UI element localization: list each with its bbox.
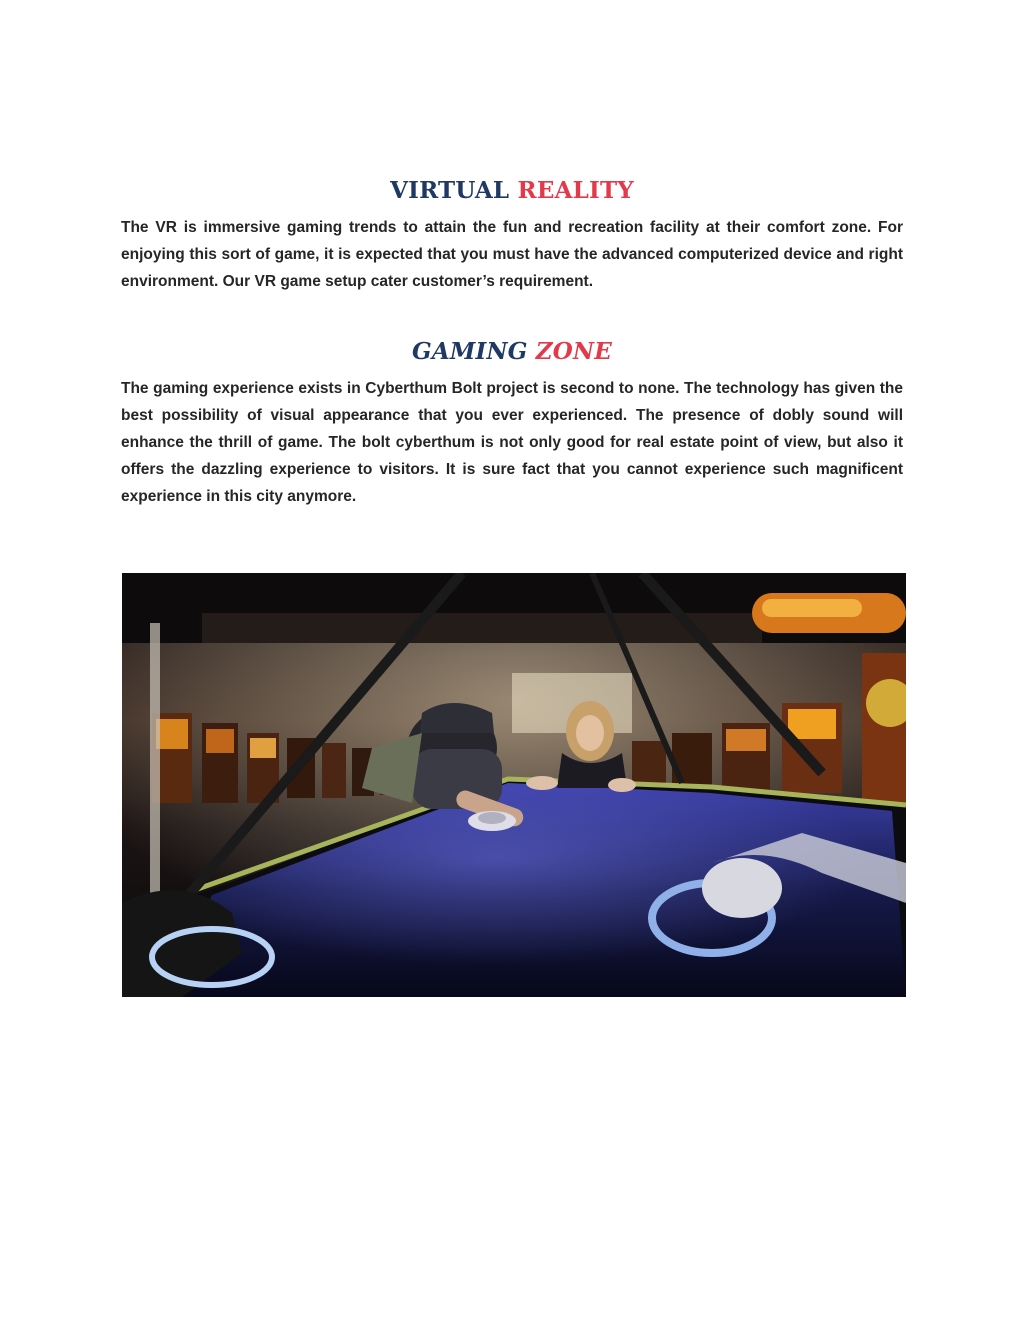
heading-word-reality: REALITY	[517, 177, 634, 204]
air-hockey-photo	[122, 573, 906, 997]
heading-word-gaming: GAMING	[412, 338, 528, 365]
gaming-zone-heading	[0, 338, 1024, 365]
gaming-zone-paragraph: The gaming experience exists in Cyberthum Bolt project is second to none. The technology has given the best possibility of visual appearance that you ever experienced. The presence of dobly sound will enhance the thrill of game. The bolt cyberthum is not only good for real estate point of view, but also it offers the dazzling experience to visitors. It is sure fact that you cannot experience such magnificent experience in this city anymore.	[121, 380, 903, 505]
virtual-reality-paragraph: The VR is immersive gaming trends to attain the fun and recreation facility at their comfort zone. For enjoying this sort of game, it is expected that you must have the advanced computerized device and right environment. Our VR game setup cater customer’s requirement.	[121, 219, 903, 290]
heading-word-virtual: VIRTUAL	[390, 177, 510, 204]
heading-word-zone: ZONE	[535, 338, 612, 365]
virtual-reality-heading	[0, 177, 1024, 204]
